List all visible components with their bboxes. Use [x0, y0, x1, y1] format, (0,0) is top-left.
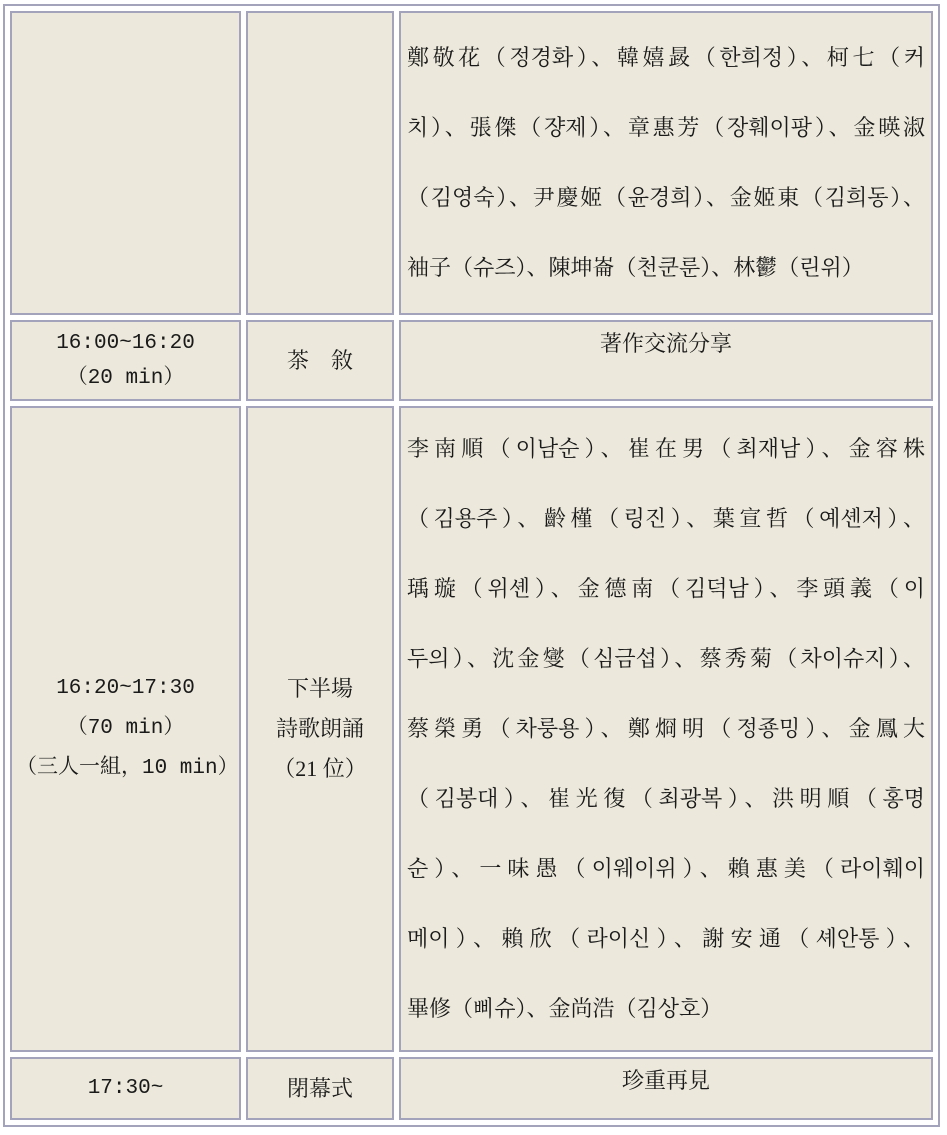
participants-cell [399, 406, 933, 1052]
session-name: 下半場 [286, 676, 353, 701]
time-duration: （70 min） [66, 717, 185, 740]
participants-line: 畢修（삐슈）、金尚浩（김상호） [406, 996, 723, 1021]
activity-text: 著作交流分享 [599, 331, 732, 356]
schedule-row-participants-continued [10, 11, 933, 315]
session-cell-empty [246, 11, 394, 315]
time-cell-empty [10, 11, 241, 315]
participants-line: 두의）、沈金燮（심금섭）、蔡秀菊（차이슈지）、 [406, 646, 925, 671]
participants-line: 치）、張傑（쟝제）、章惠芳（장훼이팡）、金暎淑 [406, 115, 925, 140]
session-cell [246, 1057, 394, 1120]
activity-cell [399, 320, 933, 401]
time-cell [10, 1057, 241, 1120]
participants-line: 瑀璇（위셴）、金德南（김덕남）、李頭義（이 [406, 576, 925, 601]
session-name: 閉幕式 [286, 1075, 353, 1101]
activity-text: 珍重再見 [621, 1068, 710, 1093]
session-cell [246, 320, 394, 401]
time-note: （三人一組，10 min） [16, 757, 239, 780]
time-duration: （20 min） [66, 366, 185, 390]
activity-cell [399, 1057, 933, 1120]
session-name: 茶 敘 [286, 347, 353, 373]
participants-line: （김영숙）、尹慶姬（윤경희）、金姬東（김희동）、 [406, 185, 925, 210]
participants-line: 순）、一味愚（이웨이위）、賴惠美（라이훼이 [406, 856, 925, 881]
schedule-row-tea-break [10, 320, 933, 401]
participants-line: （김봉대）、崔光復（최광복）、洪明順（홍명 [406, 786, 925, 811]
participants-line: 鄭敬花（정경화）、韓嬉晸（한희정）、柯七（커 [406, 45, 925, 70]
participants-line: 蔡榮勇（차룽용）、鄭烱明（정죵밍）、金鳳大 [406, 716, 925, 741]
time-range: 16:00~16:20 [56, 331, 195, 355]
schedule-table [3, 4, 940, 1127]
session-count: （21 位） [273, 756, 367, 781]
participants-line: 袖子（슈즈）、陳坤崙（천쿤룬）、林鬱（린위） [406, 255, 864, 280]
time-cell [10, 406, 241, 1052]
session-cell [246, 406, 394, 1052]
time-cell [10, 320, 241, 401]
participants-line: （김용주）、齡槿（링진）、葉宣哲（예셴저）、 [406, 506, 925, 531]
time-range: 17:30~ [87, 1077, 164, 1100]
schedule-row-poetry-reading [10, 406, 933, 1052]
time-range: 16:20~17:30 [56, 677, 195, 700]
participants-cell [399, 11, 933, 315]
session-name: 詩歌朗誦 [275, 716, 364, 741]
participants-line: 메이）、賴欣（라이신）、謝安通（셰안통）、 [406, 926, 925, 951]
schedule-row-closing [10, 1057, 933, 1120]
participants-line: 李南順（이남순）、崔在男（최재남）、金容株 [406, 436, 925, 461]
